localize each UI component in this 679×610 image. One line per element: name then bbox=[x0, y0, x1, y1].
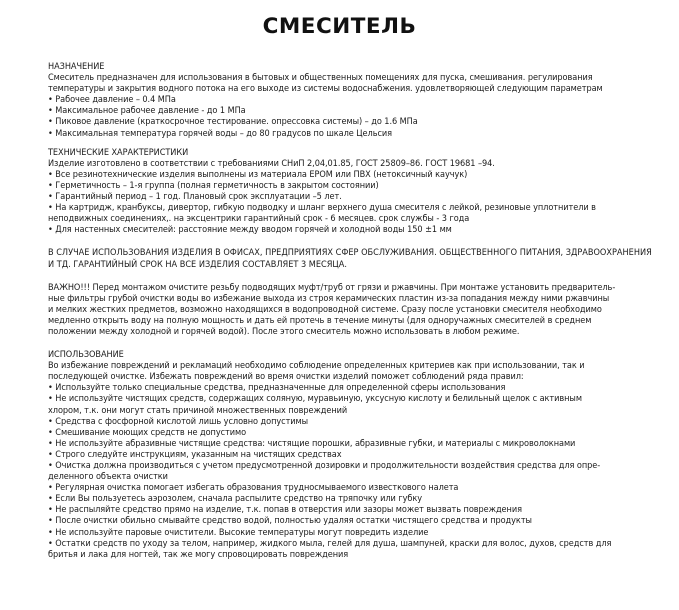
usage-line: деленного объекта очистки bbox=[48, 472, 168, 483]
usage-line: • Строго следуйте инструкциям, указанным на чистящих средствах bbox=[48, 449, 342, 460]
specs-item: • На картридж, кранбуксы, дивертор, гибкую подводку и шланг верхнего душа смесителя с лейкой, резиновые уплотнители в неподвижных соединениях,. на эксцентрики гарантийный срок - 6 месяцев. срок службы - 3 года bbox=[48, 203, 596, 225]
purpose-param: • Максимальное рабочее давление - до 1 МПа bbox=[48, 106, 246, 117]
specs-item: • Герметичность – 1-я группа (полная герметичность в закрытом состоянии) bbox=[48, 180, 379, 191]
specs-item: • Все резинотехнические изделия выполнены из материала EPOM или ПВХ (нетоксичный каучук) bbox=[48, 169, 468, 180]
usage-line: • Средства с фосфорной кислотой лишь условно допустимы bbox=[48, 416, 309, 427]
usage-line: • Используйте только специальные средства, предназначенные для определенной сферы использования bbox=[48, 383, 506, 394]
usage-line: хлором, т.к. они могут стать причиной множественных повреждений bbox=[48, 405, 348, 416]
purpose-param: • Максимальная температура горячей воды – до 80 градусов по шкале Цельсия bbox=[48, 128, 393, 139]
specs-item: • Для настенных смесителей: расстояние между вводом горячей и холодной воды 150 ±1 мм bbox=[48, 225, 452, 236]
usage-heading: ИСПОЛЬЗОВАНИЕ bbox=[48, 350, 124, 361]
usage-line: Во избежание повреждений и рекламаций необходимо соблюдение определенных критериев как при использовании, так и bbox=[48, 361, 585, 372]
specs-intro: Изделие изготовлено в соответствии с требованиями СНиП 2,04,01.85, ГОСТ 25809–86. ГОСТ 19681 –94. bbox=[48, 158, 495, 169]
important-section bbox=[48, 283, 663, 338]
purpose-param: • Пиковое давление (краткосрочное тестирование. опрессовка системы) – до 1.6 МПа bbox=[48, 117, 418, 128]
usage-line: • После очистки обильно смывайте средство водой, полностью удаляя остатки чистящего средства и продукты bbox=[48, 516, 532, 527]
usage-line: последующей очистке. Избежать повреждений во время очистки изделий поможет соблюдений ряда правил: bbox=[48, 372, 524, 383]
important-line: ВАЖНО!!! Перед монтажом очистите резьбу подводящих муфт/труб от грязи и ржавчины. При монтаже установить предваритель- bbox=[48, 282, 616, 293]
usage-line: • Не используйте паровые очистители. Высокие температуры могут повредить изделие bbox=[48, 527, 429, 538]
warranty-notice-text: В СЛУЧАЕ ИСПОЛЬЗОВАНИЯ ИЗДЕЛИЯ В ОФИСАХ, ПРЕДПРИЯТИЯХ СФЕР ОБСЛУЖИВАНИЯ. ОБЩЕСТВЕННОГО ПИТАНИЯ, ЗДРАВООХРАНЕНИЯ И ТД. ГАРАНТИЙНЫЙ СРОК НА ВСЕ ИЗДЕЛИЯ СОСТАВЛЯЕТ 3 МЕСЯЦА. bbox=[48, 248, 652, 270]
usage-line: • Не используйте абразивные чистящие средства: чистящие порошки, абразивные губки, и материалы с микроволокнами bbox=[48, 438, 576, 449]
usage-line: • Не распыляйте средство прямо на изделие, т.к. попав в отверстия или зазоры может вызвать повреждения bbox=[48, 505, 522, 516]
important-line: положении между холодной и горячей водой). После этого смеситель можно использовать в любом режиме. bbox=[48, 326, 520, 337]
document-body bbox=[48, 62, 663, 561]
important-line: ные фильтры грубой очистки воды во избежание выхода из строя керамических пластин из-за попадания между ними ржавчины bbox=[48, 293, 610, 304]
specs-section bbox=[48, 148, 663, 237]
warranty-notice bbox=[48, 248, 663, 270]
page-title: СМЕСИТЕЛЬ bbox=[262, 14, 417, 39]
important-line: и мелких жестких предметов, возможно находящихся в водопроводной системе. Сразу после установки смесителя необходимо bbox=[48, 304, 602, 315]
purpose-heading: НАЗНАЧЕНИЕ bbox=[48, 62, 105, 72]
usage-line: бритья и лака для ногтей, так же могу спровоцировать повреждения bbox=[48, 549, 349, 560]
usage-line: • Регулярная очистка помогает избегать образования трудносмываемого известкового налета bbox=[48, 483, 459, 494]
specs-item: • Гарантийный период – 1 год. Плановый срок эксплуатации –5 лет. bbox=[48, 192, 342, 203]
usage-line: • Если Вы пользуетесь аэрозолем, сначала распылите средство на тряпочку или губку bbox=[48, 494, 423, 505]
important-line: медленно открыть воду на полную мощность и дать ей протечь в течение минуты (для одноручажных смесителей в среднем bbox=[48, 315, 592, 326]
purpose-section bbox=[48, 62, 663, 140]
purpose-intro: Смеситель предназначен для использования в бытовых и общественных помещениях для пуска, смешивания. регулирования температуры и закрытия водного потока на его выходе из системы водоснабжения. удовлетворяющей следующим параметрам bbox=[48, 73, 603, 95]
usage-line: • Остатки средств по уходу за телом, например, жидкого мыла, гелей для душа, шампуней, краски для волос, духов, средств для bbox=[48, 538, 612, 549]
specs-heading: ТЕХНИЧЕСКИЕ ХАРАКТЕРИСТИКИ bbox=[48, 147, 189, 158]
usage-line: • Смешивание моющих средств не допустимо bbox=[48, 427, 247, 438]
usage-line: • Не используйте чистящих средств, содержащих соляную, муравьиную, уксусную кислоту и белильный щелок с активным bbox=[48, 394, 582, 405]
purpose-param: • Рабочее давление – 0.4 МПа bbox=[48, 95, 176, 106]
usage-section bbox=[48, 350, 663, 561]
usage-line: • Очистка должна производиться с учетом предусмотренной дозировки и продолжительности воздействия средства для опре- bbox=[48, 461, 601, 471]
